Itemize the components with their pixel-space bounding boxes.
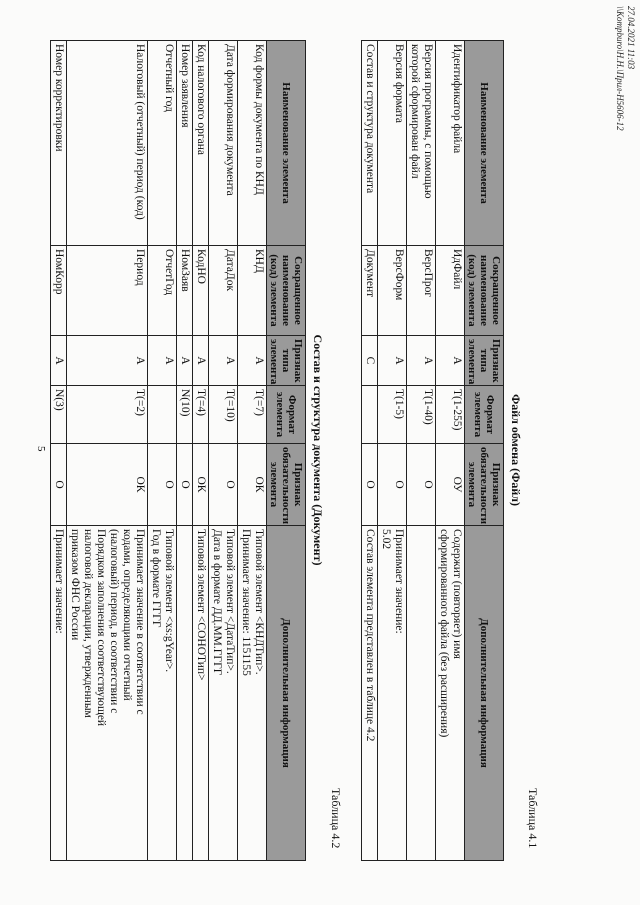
element-format-cell: T(1-5) bbox=[378, 386, 407, 444]
column-header: Признак обязательности элемента bbox=[267, 444, 306, 526]
element-code-cell: Документ bbox=[362, 246, 378, 336]
table-row bbox=[193, 41, 209, 861]
element-name-line: Отчетный год bbox=[163, 44, 175, 112]
element-name-line: Код налогового органа bbox=[195, 44, 207, 156]
page-number: 5 bbox=[35, 446, 47, 452]
table-row bbox=[209, 41, 238, 861]
element-required-cell: ОУ bbox=[436, 444, 465, 526]
element-name-cell bbox=[51, 41, 67, 246]
element-format-cell: N(3) bbox=[51, 386, 67, 444]
element-code-cell: Период bbox=[67, 246, 148, 336]
info-line: Дата в формате ДД.ММ.ГГГГ bbox=[211, 529, 223, 676]
element-name-cell bbox=[238, 41, 267, 246]
additional-info-cell bbox=[193, 526, 209, 861]
column-header: Наименование элемента bbox=[465, 41, 504, 246]
additional-info-cell bbox=[148, 526, 177, 861]
element-required-cell: О bbox=[148, 444, 177, 526]
element-format-cell: T(=4) bbox=[193, 386, 209, 444]
stamp-date: 27.04.2021 11:03 bbox=[626, 6, 636, 70]
info-line: Год в формате ГГГГ bbox=[150, 529, 162, 628]
element-type-cell: А bbox=[177, 336, 193, 386]
info-line: Типовой элемент <xs:gYear>. bbox=[163, 529, 175, 673]
element-code-cell: КодНО bbox=[193, 246, 209, 336]
table-row bbox=[362, 41, 378, 861]
info-line: приказом ФНС России bbox=[69, 529, 81, 641]
element-code-cell: НомКорр bbox=[51, 246, 67, 336]
column-header: Признак типа элемента bbox=[465, 336, 504, 386]
column-header: Наименование элемента bbox=[267, 41, 306, 246]
element-name-line: Состав и структура документа bbox=[364, 44, 376, 194]
info-line: Содержит (повторяет) имя bbox=[451, 529, 463, 659]
element-code-cell: ВерсПрог bbox=[407, 246, 436, 336]
table1-title: Файл обмена (Файл) bbox=[509, 393, 523, 507]
element-required-cell: ОК bbox=[67, 444, 148, 526]
table2-title: Состав и структура документа (Документ) bbox=[311, 334, 325, 566]
table1-caption: Таблица 4.1 bbox=[526, 788, 540, 849]
table-row bbox=[436, 41, 465, 861]
table2-body bbox=[51, 41, 267, 861]
element-code-cell: ИдФайл bbox=[436, 246, 465, 336]
additional-info-cell bbox=[378, 526, 407, 861]
info-line: кодами, определяющими отчетный bbox=[121, 529, 133, 701]
info-line: Типовой элемент <КНДТип>. bbox=[253, 529, 265, 675]
table-row bbox=[51, 41, 67, 861]
element-code-cell: ВерсФорм bbox=[378, 246, 407, 336]
additional-info-cell bbox=[238, 526, 267, 861]
table-file-exchange bbox=[361, 40, 504, 861]
additional-info-cell bbox=[362, 526, 378, 861]
element-name-line: Версия программы, с помощью bbox=[422, 44, 434, 199]
element-required-cell: О bbox=[177, 444, 193, 526]
element-required-cell: О bbox=[378, 444, 407, 526]
element-name-line: которой сформирован файл bbox=[409, 44, 421, 179]
element-type-cell: А bbox=[378, 336, 407, 386]
element-format-cell: N(10) bbox=[177, 386, 193, 444]
element-type-cell: А bbox=[436, 336, 465, 386]
info-line: Состав элемента представлен в таблице 4.2 bbox=[364, 529, 376, 742]
table2-header-row bbox=[267, 41, 306, 861]
info-line: Принимает значение: bbox=[53, 529, 65, 634]
info-line: налоговой декларации, утвержденным bbox=[82, 529, 94, 718]
table-row bbox=[67, 41, 148, 861]
element-name-cell bbox=[436, 41, 465, 246]
element-name-cell bbox=[177, 41, 193, 246]
element-name-line: Налоговый (отчетный) период (код) bbox=[134, 44, 146, 220]
element-format-cell bbox=[148, 386, 177, 444]
additional-info-cell bbox=[177, 526, 193, 861]
additional-info-cell bbox=[407, 526, 436, 861]
info-line: Типовой элемент <СОНОТип> bbox=[195, 529, 207, 681]
element-name-cell bbox=[362, 41, 378, 246]
element-format-cell: T(=2) bbox=[67, 386, 148, 444]
element-type-cell: А bbox=[407, 336, 436, 386]
element-code-cell: ДатаДок bbox=[209, 246, 238, 336]
element-required-cell: О bbox=[209, 444, 238, 526]
info-line: Типовой элемент <ДатаТип>. bbox=[224, 529, 236, 674]
element-format-cell: T(=7) bbox=[238, 386, 267, 444]
info-line: сформированного файла (без расширения) bbox=[438, 529, 450, 738]
column-header: Формат элемента bbox=[465, 386, 504, 444]
element-type-cell: А bbox=[209, 336, 238, 386]
table-row bbox=[407, 41, 436, 861]
table1-header-row bbox=[465, 41, 504, 861]
table-row bbox=[238, 41, 267, 861]
table2-caption: Таблица 4.2 bbox=[329, 788, 343, 849]
info-line: Принимает значение в соответствии с bbox=[134, 529, 146, 715]
element-required-cell: О bbox=[362, 444, 378, 526]
column-header: Дополнительная информация bbox=[267, 526, 306, 861]
additional-info-cell bbox=[51, 526, 67, 861]
element-name-cell bbox=[378, 41, 407, 246]
element-format-cell: T(1-40) bbox=[407, 386, 436, 444]
info-line: (налоговый) период, в соответствии с bbox=[108, 529, 120, 714]
element-name-line: Дата формирования документа bbox=[224, 44, 236, 196]
additional-info-cell bbox=[209, 526, 238, 861]
column-header: Признак обязательности элемента bbox=[465, 444, 504, 526]
element-format-cell: T(1-255) bbox=[436, 386, 465, 444]
column-header: Сокращенное наименование (код) элемента bbox=[267, 246, 306, 336]
element-code-cell: КНД bbox=[238, 246, 267, 336]
element-required-cell: ОК bbox=[238, 444, 267, 526]
element-name-line: Версия формата bbox=[393, 44, 405, 124]
element-name-line: Код формы документа по КНД bbox=[253, 44, 265, 195]
element-required-cell: ОК bbox=[193, 444, 209, 526]
element-format-cell bbox=[362, 386, 378, 444]
element-type-cell: А bbox=[193, 336, 209, 386]
table-row bbox=[378, 41, 407, 861]
info-line: Принимает значение: 1151155 bbox=[240, 529, 252, 676]
element-type-cell: А bbox=[148, 336, 177, 386]
table-row bbox=[177, 41, 193, 861]
element-name-line: Номер корректировки bbox=[53, 44, 65, 152]
element-type-cell: А bbox=[67, 336, 148, 386]
element-name-cell bbox=[148, 41, 177, 246]
stamp-path: \\Kompburo\Н.Н.\Прил-Н5606-12 bbox=[615, 6, 625, 131]
table-row bbox=[148, 41, 177, 861]
column-header: Признак типа элемента bbox=[267, 336, 306, 386]
element-name-line: Идентификатор файла bbox=[451, 44, 463, 154]
element-name-cell bbox=[67, 41, 148, 246]
element-type-cell: А bbox=[51, 336, 67, 386]
file-stamp bbox=[614, 6, 636, 131]
table-document-structure bbox=[50, 40, 306, 861]
column-header: Формат элемента bbox=[267, 386, 306, 444]
element-required-cell: О bbox=[407, 444, 436, 526]
element-name-cell bbox=[193, 41, 209, 246]
element-type-cell: А bbox=[238, 336, 267, 386]
element-format-cell: T(=10) bbox=[209, 386, 238, 444]
element-type-cell: С bbox=[362, 336, 378, 386]
column-header: Сокращенное наименование (код) элемента bbox=[465, 246, 504, 336]
column-header: Дополнительная информация bbox=[465, 526, 504, 861]
table1-body bbox=[362, 41, 465, 861]
element-required-cell: О bbox=[51, 444, 67, 526]
element-name-cell bbox=[209, 41, 238, 246]
element-name-cell bbox=[407, 41, 436, 246]
info-line: Порядком заполнения соответствующей bbox=[95, 529, 107, 727]
additional-info-cell bbox=[67, 526, 148, 861]
element-code-cell: ОтчетГод bbox=[148, 246, 177, 336]
element-code-cell: НомЗаяв bbox=[177, 246, 193, 336]
additional-info-cell bbox=[436, 526, 465, 861]
info-line: Принимает значение: bbox=[393, 529, 405, 634]
info-line: 5.02 bbox=[380, 529, 392, 550]
element-name-line: Номер заявления bbox=[179, 44, 191, 128]
